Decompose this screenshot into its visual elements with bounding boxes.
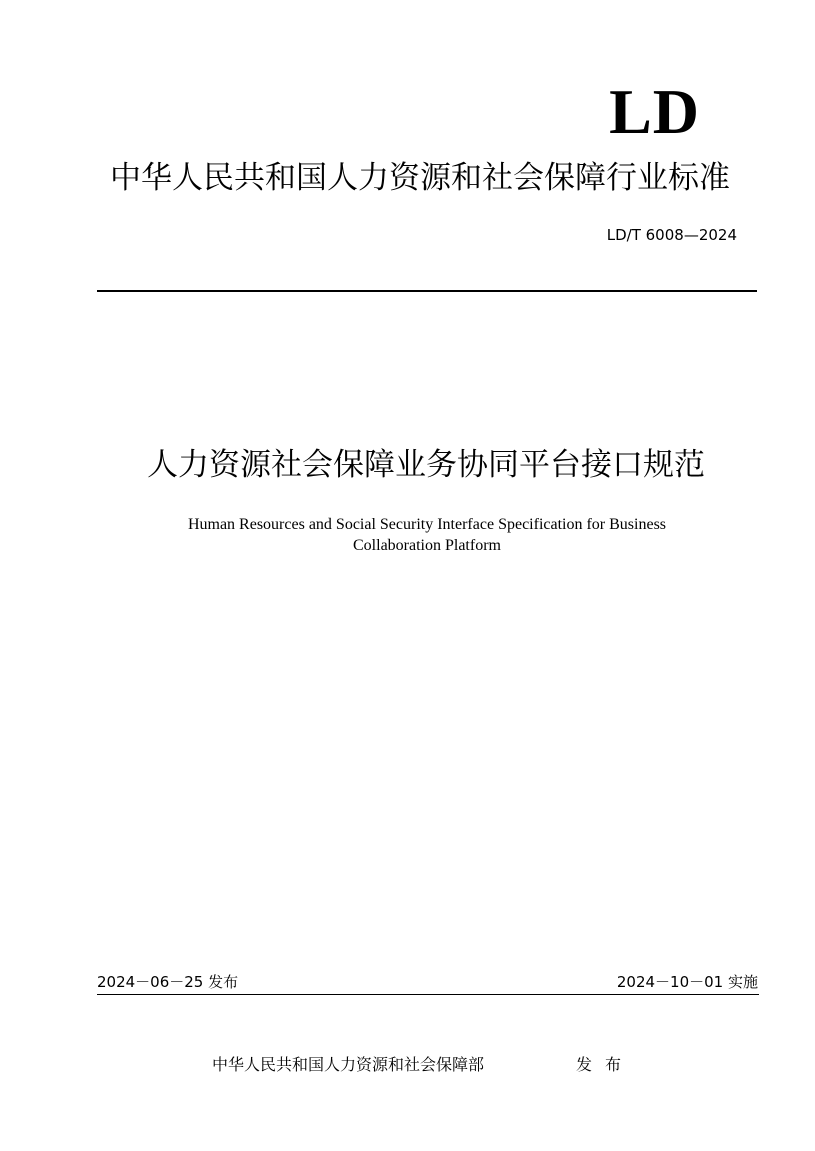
top-divider — [97, 290, 757, 292]
standard-mark: LD — [609, 76, 700, 147]
document-title-en — [97, 514, 757, 556]
document-title-en-line-2: Collaboration Platform — [353, 537, 501, 554]
standard-category-title: 中华人民共和国人力资源和社会保障行业标准 — [110, 160, 730, 196]
standard-code: LD/T 6008—2024 — [606, 226, 737, 244]
issue-label: 发布 — [576, 1055, 635, 1074]
release-date: 2024－06－25 发布 — [97, 973, 239, 991]
bottom-divider — [97, 994, 759, 995]
implementation-date: 2024－10－01 实施 — [616, 973, 758, 991]
issuing-authority: 中华人民共和国人力资源和社会保障部 — [212, 1055, 485, 1074]
document-title-en-line-1: Human Resources and Social Security Interface Specification for Business — [187, 516, 667, 533]
document-title-cn: 人力资源社会保障业务协同平台接口规范 — [147, 447, 705, 483]
